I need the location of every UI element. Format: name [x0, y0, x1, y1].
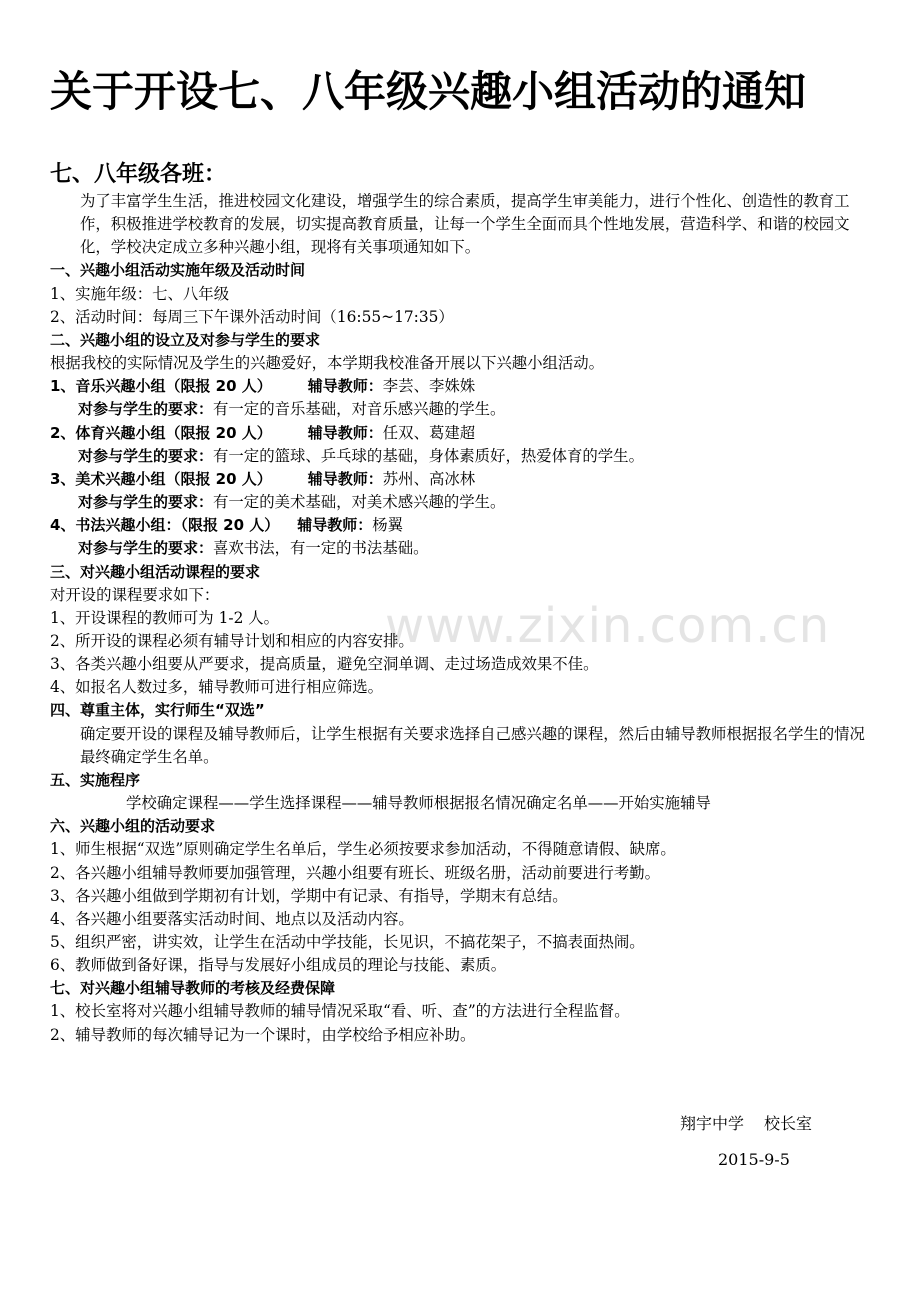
section-5-heading: 五、实施程序 [50, 770, 141, 789]
section-6-heading: 六、兴趣小组的活动要求 [50, 817, 216, 836]
group-teacher: 杨翼 [372, 516, 404, 535]
list-item: 1、开设课程的教师可为 1-2 人。 [50, 608, 280, 627]
watermark-text: www.zixin.com.cn [385, 598, 831, 654]
teacher-label: 辅导教师： [307, 469, 383, 488]
section-2-lead: 根据我校的实际情况及学生的兴趣爱好，本学期我校准备开展以下兴趣小组活动。 [50, 354, 605, 373]
document-title: 关于开设七、八年级兴趣小组活动的通知 [50, 67, 807, 116]
signature [680, 1112, 812, 1136]
intro-paragraph: 为了丰富学生生活，推进校园文化建设，增强学生的综合素质，提高学生审美能力，进行个性化、创造性的教育工作，积极推进学校教育的发展，切实提高教育质量，让每一个学生全面而具个性地发展，营造科学、和谐的校园文化，学校决定成立多种兴趣小组，现将有关事项通知如下。 [80, 192, 850, 257]
list-item: 6、教师做到备好课，指导与发展好小组成员的理论与技能、素质。 [50, 956, 507, 975]
list-item: 2、辅导教师的每次辅导记为一个课时，由学校给予相应补助。 [50, 1025, 476, 1044]
section-3-heading: 三、对兴趣小组活动课程的要求 [50, 562, 261, 581]
procedure-flow: 学校确定课程——学生选择课程——辅导教师根据报名情况确定名单——开始实施辅导 [126, 794, 711, 813]
requirement-text: 有一定的篮球、乒乓球的基础，身体素质好，热爱体育的学生。 [213, 446, 644, 465]
list-item: 3、各类兴趣小组要从严要求，提高质量，避免空洞单调、走过场造成效果不佳。 [50, 655, 599, 674]
group-name: 1、音乐兴趣小组（限报 20 人） [50, 377, 272, 396]
list-item: 3、各兴趣小组做到学期初有计划，学期中有记录、有指导，学期末有总结。 [50, 886, 568, 905]
school-name: 翔宇中学 [680, 1114, 745, 1133]
group-teacher: 苏州、高冰林 [382, 469, 476, 488]
teacher-label: 辅导教师： [307, 423, 383, 442]
requirement-label: 对参与学生的要求： [78, 446, 214, 465]
document-body [50, 190, 872, 1047]
requirement-label: 对参与学生的要求： [78, 400, 214, 419]
group-line [50, 422, 872, 445]
group-name: 2、体育兴趣小组（限报 20 人） [50, 423, 272, 442]
group-requirement [50, 491, 872, 514]
section-4-heading: 四、尊重主体，实行师生“双选” [50, 701, 265, 720]
salutation: 七、八年级各班： [50, 162, 227, 187]
group-name: 3、美术兴趣小组（限报 20 人） [50, 469, 272, 488]
requirement-label: 对参与学生的要求： [78, 493, 214, 512]
teacher-label: 辅导教师： [297, 516, 373, 535]
group-name: 4、书法兴趣小组：（限报 20 人） [50, 516, 280, 535]
group-teacher: 任双、葛建超 [382, 423, 476, 442]
group-teacher: 李芸、李姝姝 [382, 377, 476, 396]
group-line [50, 514, 872, 537]
section-1-heading: 一、兴趣小组活动实施年级及活动时间 [50, 261, 306, 280]
group-line [50, 468, 872, 491]
list-item: 5、组织严密，讲实效，让学生在活动中学技能，长见识，不搞花架子，不搞表面热闹。 [50, 933, 645, 951]
section-3-lead: 对开设的课程要求如下： [50, 585, 220, 604]
group-line [50, 375, 872, 398]
list-item: 1、校长室将对兴趣小组辅导教师的辅导情况采取“看、听、查”的方法进行全程监督。 [50, 1002, 630, 1021]
list-item: 2、各兴趣小组辅导教师要加强管理，兴趣小组要有班长、班级名册，活动前要进行考勤。 [50, 863, 661, 882]
list-item: 1、师生根据“双选”原则确定学生名单后，学生必须按要求参加活动，不得随意请假、缺席。 [50, 840, 676, 859]
list-item: 1、实施年级：七、八年级 [50, 284, 230, 303]
issue-date: 2015-9-5 [718, 1150, 790, 1169]
office-name: 校长室 [764, 1114, 813, 1133]
section-2-heading: 二、兴趣小组的设立及对参与学生的要求 [50, 330, 321, 349]
group-requirement [50, 398, 872, 421]
list-item: 4、各兴趣小组要落实活动时间、地点以及活动内容。 [50, 909, 414, 928]
section-4-text: 确定要开设的课程及辅导教师后，让学生根据有关要求选择自己感兴趣的课程，然后由辅导教师根据报名学生的情况最终确定学生名单。 [80, 724, 865, 766]
group-requirement [50, 445, 872, 468]
list-item: 2、活动时间：每周三下午课外活动时间（16:55~17:35） [50, 307, 454, 326]
section-7-heading: 七、对兴趣小组辅导教师的考核及经费保障 [50, 979, 336, 998]
requirement-text: 有一定的美术基础，对美术感兴趣的学生。 [213, 493, 506, 512]
requirement-label: 对参与学生的要求： [78, 539, 214, 558]
list-item: 2、所开设的课程必须有辅导计划和相应的内容安排。 [50, 631, 414, 650]
requirement-text: 喜欢书法，有一定的书法基础。 [213, 539, 429, 558]
list-item: 4、如报名人数过多，辅导教师可进行相应筛选。 [50, 678, 383, 697]
requirement-text: 有一定的音乐基础，对音乐感兴趣的学生。 [213, 400, 506, 419]
group-requirement [50, 537, 872, 560]
teacher-label: 辅导教师： [307, 377, 383, 396]
